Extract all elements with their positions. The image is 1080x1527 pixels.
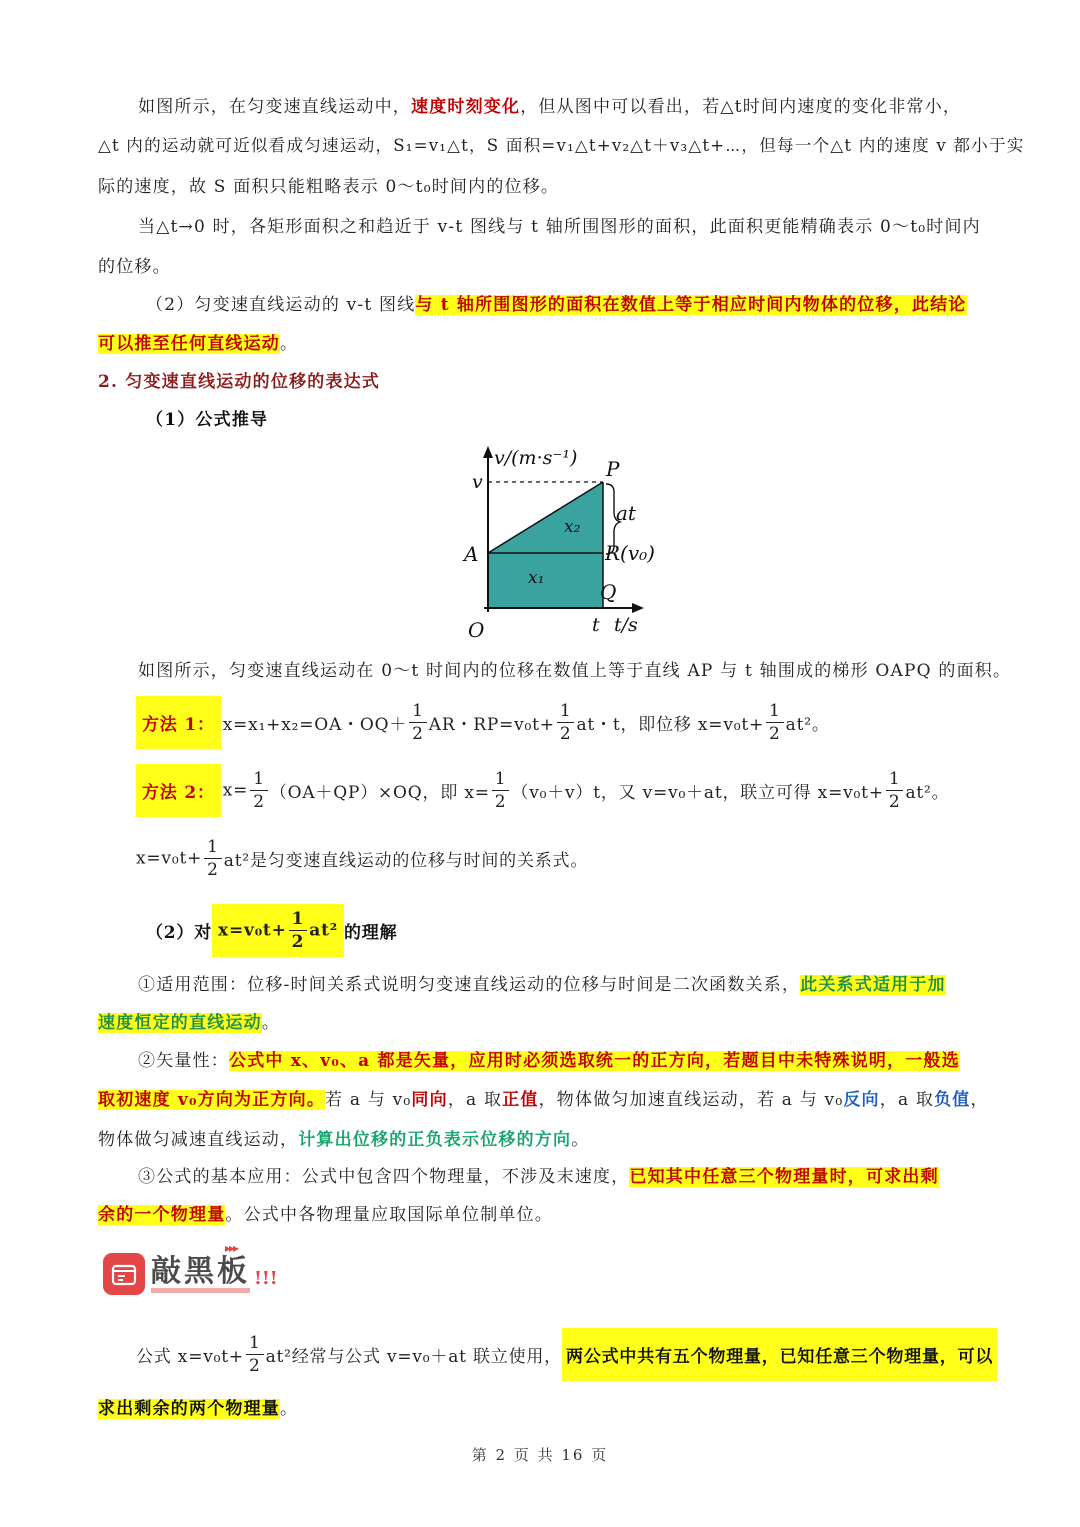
vt-graph bbox=[458, 446, 668, 646]
highlight: 与 t 轴所围图形的面积在数值上等于相应时间内物体的位移，此结论 bbox=[415, 295, 967, 315]
numerator: 1 bbox=[492, 768, 510, 791]
text: ②矢量性： bbox=[138, 1051, 229, 1071]
paragraph-line: 如图所示，匀变速直线运动在 0～t 时间内的位移在数值上等于直线 AP 与 t 轴围成的梯形 OAPQ 的面积。 bbox=[138, 661, 1012, 681]
subheading: （1）公式推导 bbox=[146, 410, 269, 430]
text: ①适用范围：位移-时间关系式说明匀变速直线运动的位移与时间是二次函数关系， bbox=[138, 975, 801, 995]
text: ③公式的基本应用：公式中包含四个物理量，不涉及末速度， bbox=[138, 1167, 630, 1187]
text: （2）对 bbox=[146, 923, 213, 943]
text: 若 a 与 v₀ bbox=[325, 1090, 412, 1110]
x-axis-label: t/s bbox=[614, 614, 638, 636]
method-tag: 方法 1： bbox=[136, 696, 221, 749]
denominator: 2 bbox=[494, 792, 507, 812]
text: ， bbox=[970, 1090, 989, 1110]
highlight: 余的一个物理量 bbox=[98, 1205, 226, 1225]
formula-text: at²经常与公式 v=v₀＋at 联立使用， bbox=[265, 1347, 562, 1367]
at-label: at bbox=[616, 501, 636, 525]
point-a-label: A bbox=[464, 542, 479, 566]
highlight: 取初速度 v₀方向为正方向。 bbox=[98, 1090, 326, 1110]
formula-text: x= bbox=[222, 780, 249, 801]
numerator: 1 bbox=[409, 700, 427, 723]
highlight: 两公式中共有五个物理量，已知任意三个物理量，可以 bbox=[562, 1328, 997, 1381]
paragraph-line bbox=[98, 1200, 984, 1225]
highlight: 已知其中任意三个物理量时，可求出剩 bbox=[629, 1167, 939, 1187]
x1-label: x₁ bbox=[528, 568, 545, 588]
numerator: 1 bbox=[289, 908, 308, 931]
emphasis-red: 速度时刻变化 bbox=[411, 97, 521, 117]
text: ，物体做匀加速直线运动，若 a 与 v₀ bbox=[538, 1090, 844, 1110]
formula-text: x=x₁+x₂=OA・OQ＋ bbox=[222, 715, 408, 735]
subheading-2 bbox=[146, 904, 397, 957]
paragraph-line bbox=[98, 1085, 989, 1110]
x2-label: x₂ bbox=[564, 517, 581, 537]
text: 。 bbox=[280, 1399, 299, 1419]
fraction bbox=[409, 700, 427, 745]
paragraph-line: 的位移。 bbox=[98, 257, 171, 277]
formula-text: at² bbox=[309, 920, 338, 941]
denominator: 2 bbox=[291, 932, 305, 952]
denominator: 2 bbox=[248, 1356, 261, 1376]
paragraph-line bbox=[98, 970, 1024, 995]
point-p-label: P bbox=[606, 457, 620, 481]
t-tick-label: t bbox=[592, 614, 600, 636]
denominator: 2 bbox=[559, 724, 572, 744]
numerator: 1 bbox=[204, 836, 222, 859]
method-1 bbox=[136, 696, 830, 749]
section-heading bbox=[98, 367, 984, 392]
paragraph-line bbox=[98, 1162, 1024, 1187]
denominator: 2 bbox=[888, 792, 901, 812]
fraction bbox=[289, 908, 308, 953]
text: ，a 取 bbox=[879, 1090, 935, 1110]
point-q-label: Q bbox=[600, 580, 617, 604]
formula-text: （OA＋QP）×OQ，即 x= bbox=[269, 783, 490, 803]
paragraph-line bbox=[98, 92, 1024, 117]
paragraph-line bbox=[98, 1046, 1024, 1071]
text: ，但从图中可以看出，若△t时间内速度的变化非常小， bbox=[520, 97, 962, 117]
highlight: 此关系式适用于加 bbox=[800, 975, 946, 995]
formula-box bbox=[212, 904, 344, 957]
emphasis-red: 同向 bbox=[411, 1090, 448, 1110]
blackboard-line bbox=[136, 1328, 997, 1381]
fraction bbox=[246, 1332, 264, 1377]
paragraph-line bbox=[98, 1394, 984, 1419]
origin-label: O bbox=[468, 618, 485, 642]
formula-text: （v₀＋v）t，又 v=v₀＋at，联立可得 x=v₀t+ bbox=[511, 783, 884, 803]
numerator: 1 bbox=[250, 768, 268, 791]
method-tag: 方法 2： bbox=[136, 764, 221, 817]
arrow-marks: ▸▸▸ bbox=[225, 1241, 238, 1255]
fraction bbox=[492, 768, 510, 813]
highlight: 公式中 x、v₀、a 都是矢量，应用时必须选取统一的正方向，若题目中未特殊说明，一般选 bbox=[229, 1051, 960, 1071]
highlight: 速度恒定的直线运动 bbox=[98, 1013, 262, 1033]
emphasis-blue: 负值 bbox=[934, 1090, 971, 1110]
numerator: 1 bbox=[886, 768, 904, 791]
paragraph-line bbox=[98, 290, 1032, 315]
denominator: 2 bbox=[253, 792, 265, 812]
point-r-label: R(v₀) bbox=[605, 541, 655, 565]
page-footer: 第 2 页 共 16 页 bbox=[471, 1446, 609, 1464]
text: 。 bbox=[280, 334, 299, 354]
text: 。公式中各物理量应取国际单位制单位。 bbox=[225, 1205, 554, 1225]
text: 物体做匀减速直线运动， bbox=[98, 1130, 299, 1150]
text: 。 bbox=[571, 1130, 590, 1150]
paragraph-line bbox=[98, 329, 984, 354]
formula-text: x=v₀t+ bbox=[218, 920, 287, 941]
formula-text: AR・RP=v₀t+ bbox=[428, 715, 555, 735]
fraction bbox=[204, 836, 222, 881]
text: 如图所示，在匀变速直线运动中， bbox=[138, 97, 411, 117]
paragraph-line: 当△t→0 时，各矩形面积之和趋近于 v-t 图线与 t 轴所围图形的面积，此面积更能精确表示 0～t₀时间内 bbox=[138, 217, 981, 237]
numerator: 1 bbox=[557, 700, 575, 723]
exclaim-marks: !!! bbox=[254, 1267, 278, 1289]
denominator: 2 bbox=[412, 724, 424, 744]
highlight: 求出剩余的两个物理量 bbox=[98, 1399, 280, 1419]
emphasis-green: 计算出位移的正负表示位移的方向 bbox=[298, 1130, 572, 1150]
emphasis-blue: 反向 bbox=[843, 1090, 880, 1110]
formula-text: x=v₀t+ bbox=[136, 848, 203, 869]
numerator: 1 bbox=[246, 1332, 264, 1355]
text: （2）匀变速直线运动的 v-t 图线 bbox=[146, 295, 416, 315]
calendar-icon bbox=[103, 1253, 145, 1295]
paragraph-line: 际的速度，故 S 面积只能粗略表示 0～t₀时间内的位移。 bbox=[98, 177, 560, 197]
fraction bbox=[886, 768, 904, 813]
blackboard-badge bbox=[103, 1241, 278, 1295]
paragraph-line bbox=[98, 1008, 984, 1033]
numerator: 1 bbox=[766, 700, 784, 723]
blackboard-title: 敲黑板 bbox=[151, 1256, 250, 1293]
formula-text: at・t，即位移 x=v₀t+ bbox=[576, 715, 765, 735]
denominator: 2 bbox=[769, 724, 781, 744]
fraction bbox=[250, 768, 268, 813]
emphasis-red: 正值 bbox=[502, 1090, 539, 1110]
fraction bbox=[557, 700, 575, 745]
v-tick-label: v bbox=[472, 471, 483, 493]
paragraph-line bbox=[98, 1125, 984, 1150]
text: ，a 取 bbox=[447, 1090, 503, 1110]
highlight: 可以推至任何直线运动 bbox=[98, 334, 280, 354]
heading-text: 2. 匀变速直线运动的位移的表达式 bbox=[98, 372, 381, 392]
text: 。 bbox=[261, 1013, 281, 1033]
formula-text: at²是匀变速直线运动的位移与时间的关系式。 bbox=[223, 851, 589, 871]
formula-text: at²。 bbox=[785, 715, 830, 735]
text: 的理解 bbox=[344, 923, 398, 943]
graph-area bbox=[488, 482, 603, 608]
fraction bbox=[766, 700, 784, 745]
relation-line bbox=[136, 836, 588, 881]
formula-text: at²。 bbox=[905, 783, 950, 803]
denominator: 2 bbox=[207, 860, 219, 880]
formula-text: 公式 x=v₀t+ bbox=[136, 1347, 244, 1367]
paragraph-line: △t 内的运动就可近似看成匀速运动，S₁=v₁△t，S 面积=v₁△t+v₂△t＋v₃△t+⋯，但每一个△t 内的速度 v 都小于实 bbox=[98, 136, 1025, 155]
method-2 bbox=[136, 764, 949, 817]
y-axis-label: v/(m·s⁻¹) bbox=[494, 447, 578, 469]
